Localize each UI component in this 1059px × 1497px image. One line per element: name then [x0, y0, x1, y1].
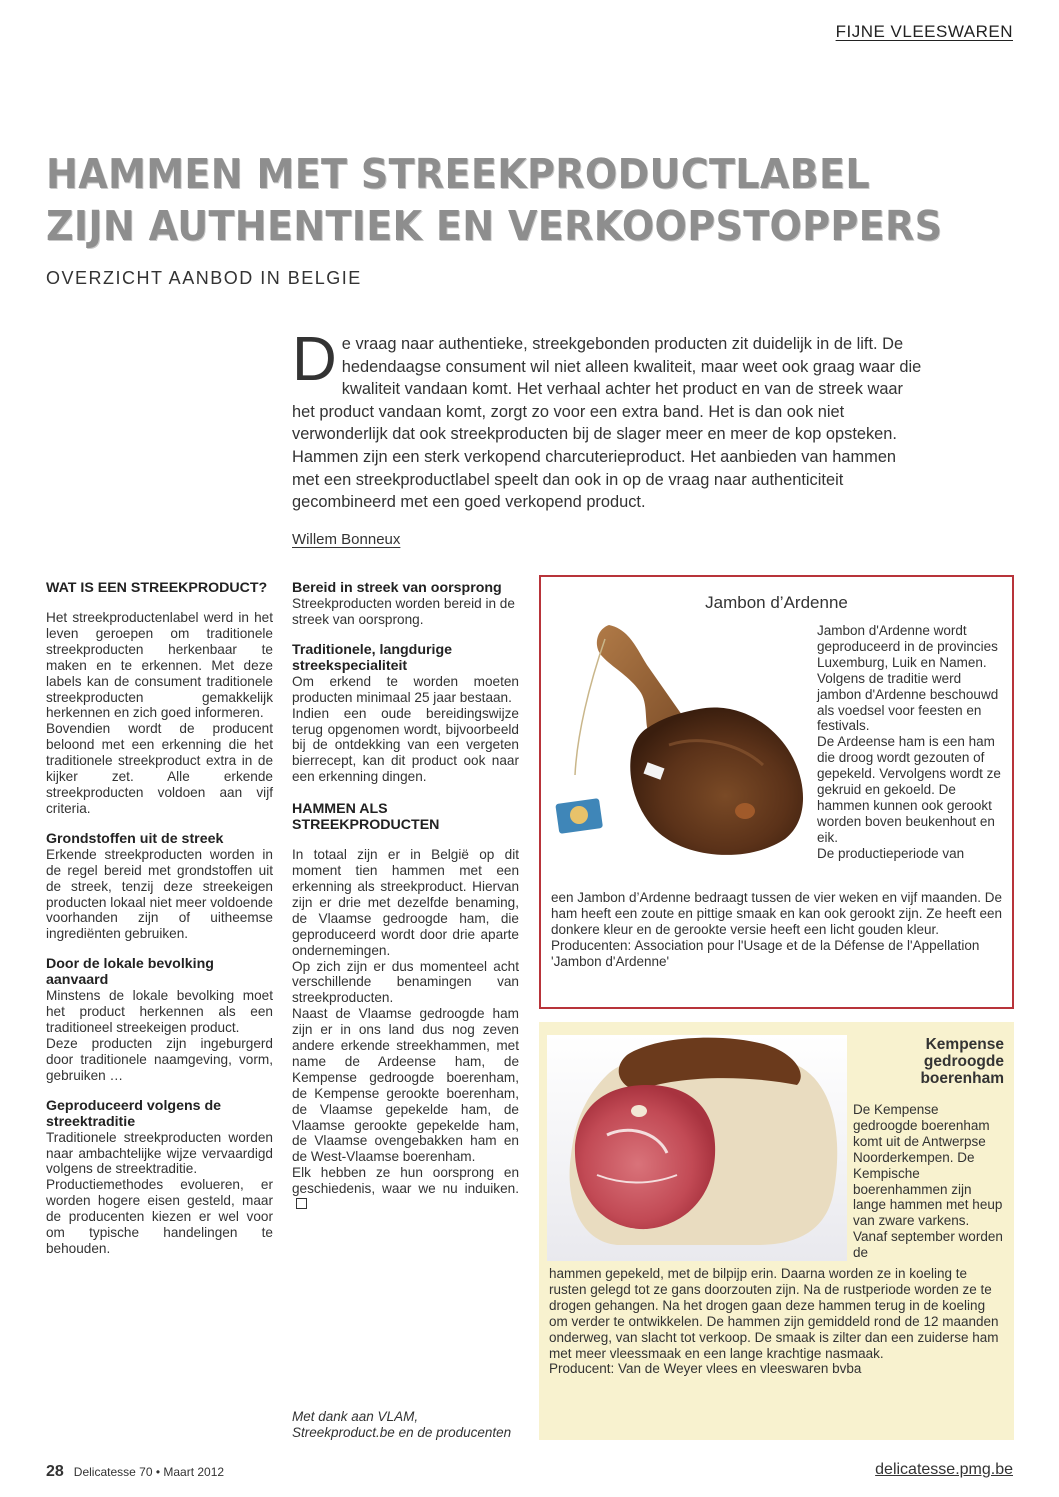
sidebar-jambon-ardenne [539, 575, 1014, 1009]
sidebar-text-full [549, 1266, 1004, 1377]
paragraph: Deze producten zijn ingeburgerd door traditionele naamgeving, vorm, gebruiken … [46, 1035, 273, 1083]
paragraph: In totaal zijn er in België op dit moment tien hammen met een erkenning als streekproduct. Hiervan zijn er drie met dezelfde benaming, de Vlaamse gedroogde ham, die geproduceerd wordt door drie aparte ondernemingen. [292, 847, 519, 958]
paragraph: Erkende streekproducten worden in de regel bereid met grondstoffen uit de streek, tenzij deze streekeigen producten lokaal niet meer voldoende voorhanden zijn of uitheemse ingrediënten gebruiken. [46, 846, 273, 942]
paragraph: Om erkend te worden moeten producten minimaal 25 jaar bestaan. [292, 673, 519, 705]
intro-paragraph [292, 325, 926, 514]
paragraph: hammen gepekeld, met de bilpijp erin. Daarna worden ze in koeling te rusten gelegd tot ze gans doorzouten zijn. Na de rustperiode worden ze te drogen gehangen. Na het drogen gaan deze hammen terug in de koeling om verder te ontwikkelen. De hammen zijn gemiddeld rond de 12 maanden onderweg, van slacht tot verkoop. De smaak is zilter dan een zuiderse ham met meer vleessmaak en een lange krachtige nasmaak. [549, 1266, 999, 1361]
title-line: boerenham [920, 1070, 1004, 1087]
paragraph: Op zich zijn er dus momenteel acht verschillende benamingen van streekproducten. [292, 958, 519, 1006]
title-line: Kempense [925, 1036, 1004, 1053]
sidebar-title: Jambon d’Ardenne [705, 593, 848, 612]
paragraph: Streekproducten worden bereid in de streek van oorsprong. [292, 596, 515, 627]
heading-wat-is-een-streekproduct: WAT IS EEN STREEKPRODUCT? [46, 580, 268, 596]
sidebar-text-full [551, 890, 1006, 970]
heading-hammen-als-streekproducten: HAMMEN ALS STREEKPRODUCTEN [292, 801, 440, 834]
paragraph: Indien een oude bereidingswijze terug opgenomen wordt, bijvoorbeeld bij de ontdekking van een vergeten bierrecept, kan dit product ook naar een erkenning dingen. [292, 705, 519, 785]
subheading-bereid-in-streek: Bereid in streek van oorsprong [292, 580, 502, 596]
title-line-2: ZIJN AUTHENTIEK EN VERKOOPSTOPPERS [46, 202, 943, 250]
byline: Willem Bonneux [292, 531, 401, 548]
paragraph: een Jambon d’Ardenne bedraagt tussen de vier weken en vijf maanden. De ham heeft een zoute en pittige smaak en kan ook gerookt zijn. Ze heeft een donkere kleur en de gerookte versie heeft een licht gouden kleur. [551, 890, 1003, 937]
subheading-streektraditie: Geproduceerd volgens de streektraditie [46, 1097, 222, 1130]
subheading-grondstoffen: Grondstoffen uit de streek [46, 830, 224, 847]
title-line-1: HAMMEN MET STREEKPRODUCTLABEL [46, 150, 870, 198]
intro-text: e vraag naar authentieke, streekgebonden producten zit duidelijk in de lift. De hedendaagse consument wil niet alleen kwaliteit, maar weet ook graag waar die kwaliteit vandaan komt. Het verhaal achter het product en van de streek waar het product vandaan komt, zorgt zo voor een extra band. Het is dan ook niet verwonderlijk dat ook streekproducten bij de slager meer en meer de kop opsteken. Hammen zijn een sterk verkopend charcuterieproduct. Het aanbieden van hammen met een streekproductlabel speelt dan ook in op de vraag naar authenticiteit gecombineerd met een goed verkopend product. [292, 335, 922, 512]
paragraph: Naast de Vlaamse gedroogde ham zijn er in ons land dus nog zeven andere erkende streekhammen, met name de Ardeense ham, de Kempense gedroogde boerenham, de Kempense gerookte boerenham, de Vlaamse gepekelde ham, de Vlaamse gerookte gepekelde ham, de Vlaamse ovengebakken ham en de West-Vlaamse boerenham. [292, 1006, 519, 1165]
subtitle: OVERZICHT AANBOD IN BELGIE [46, 268, 362, 288]
paragraph: De Ardeense ham is een ham die droog wordt gezouten of gepekeld. Vervolgens wordt ze gekruid en gekoeld. De hammen kunnen ook gerookt worden boven beukenhout en eik. [817, 734, 1001, 845]
paragraph: Traditionele streekproducten worden naar ambachtelijke wijze vervaardigd volgens de streektraditie. [46, 1129, 273, 1177]
sidebar-text: De Kempense gedroogde boerenham komt uit de Antwerpse Noorderkempen. De Kempische boerenhammen zijn lange hammen met heup van zware varkens. Vanaf september worden de [853, 1102, 1003, 1261]
page-title [46, 148, 957, 252]
ham-slice-photo [547, 1035, 847, 1261]
paragraph: Jambon d'Ardenne wordt geproduceerd in de provincies Luxemburg, Luik en Namen. Volgens de traditie werd jambon d'Ardenne beschouwd als voedsel voor feesten en festivals. [817, 623, 999, 734]
magazine-issue: Delicatesse 70 • Maart 2012 [73, 1465, 225, 1479]
column-1 [46, 580, 273, 1257]
sidebar-text [817, 623, 1002, 862]
acknowledgement: Met dank aan VLAM, Streekproduct.be en de producenten [292, 1409, 512, 1440]
paragraph: Productiemethodes evolueren, er worden hogere eisen gesteld, maar de producenten kiezen er wel voor om typische handelingen te behouden. [46, 1177, 273, 1256]
paragraph: Het streekproductenlabel werd in het leven geroepen om traditionele streekproducten herkenbaar te maken en te erkennen. Met deze labels kan de consument traditionele streekproducten gemakkelijk herkennen en zich goed informeren. [46, 610, 273, 721]
subheading-lokale-bevolking: Door de lokale bevolking aanvaard [46, 956, 214, 989]
section-tag: FIJNE VLEESWAREN [835, 22, 1013, 41]
website-link[interactable]: delicatesse.pmg.be [875, 1461, 1013, 1478]
page-footer [46, 1463, 224, 1481]
column-2 [292, 580, 519, 1213]
producer-credit: Producent: Van de Weyer vlees en vleeswaren bvba [549, 1361, 862, 1377]
drop-cap: D [292, 325, 337, 394]
ham-photo [549, 615, 811, 870]
subheading-traditionele-specialiteit: Traditionele, langdurige streekspecialiteit [292, 641, 453, 674]
end-of-article-icon [296, 1198, 307, 1209]
producer-credit: Producenten: Association pour l'Usage et de la Défense de l'Appellation 'Jambon d'Ardenne' [551, 937, 980, 969]
paragraph: Minstens de lokale bevolking moet het product herkennen als een traditioneel streekeigen product. [46, 988, 273, 1036]
page-number: 28 [46, 1463, 64, 1480]
title-line: gedroogde [923, 1053, 1004, 1070]
paragraph: De productieperiode van [817, 845, 965, 861]
sidebar-title [839, 1036, 1004, 1087]
closing-text: Elk hebben ze hun oorsprong en geschiedenis, waar we nu induiken. [292, 1165, 519, 1197]
sidebar-kempense-boerenham [539, 1022, 1014, 1440]
paragraph [292, 1165, 519, 1213]
paragraph: Bovendien wordt de producent beloond met een erkenning die het traditionele streekproduct extra in de kijker zet. Alle erkende streekproducten voldoen aan vijf criteria. [46, 721, 273, 816]
